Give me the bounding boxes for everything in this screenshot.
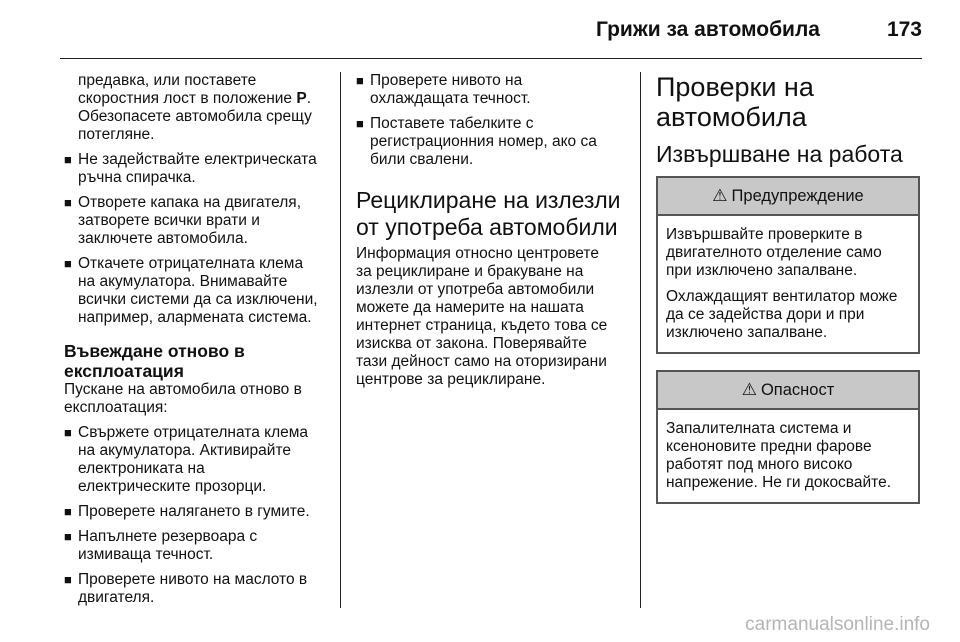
bullet-icon: ■	[64, 529, 72, 544]
list-item: ■ Не задействайте електрическата ръчна спирачка.	[64, 151, 317, 186]
bullet-list	[356, 72, 628, 169]
recommission-intro: Пускане на автомобила отново в експлоатация:	[64, 381, 302, 416]
list-item: ■ Проверете нивото на охлаждащата течност.	[356, 72, 531, 107]
page-number: 173	[886, 18, 922, 41]
danger-box-body: Запалителната система и ксеноновите предни фарове работят под много високо напрежение. Не ги докосвайте.	[666, 420, 891, 491]
bullet-icon: ■	[356, 116, 364, 131]
header-rule	[60, 58, 922, 59]
bullet-list	[64, 424, 326, 607]
subtitle-performing-work: Извършване на работа	[656, 141, 903, 167]
column-divider	[340, 72, 341, 608]
warning-label: Предупреждение	[731, 186, 864, 205]
danger-triangle-icon: ⚠	[741, 380, 757, 399]
danger-box-header	[658, 372, 918, 410]
danger-label: Опасност	[760, 380, 835, 399]
warning-box-body: Извършвайте проверките в двигателното отделение само при изключено запалване. Охлаждащият вентилатор може да се задейства дори и при изключено запалване.	[666, 226, 898, 341]
subheading-recommission: Въвеждане отново в експлоатация	[64, 341, 245, 381]
list-item: ■ Свържете отрицателната клема на акумулатора. Активирайте електрониката на електрическите прозорци.	[64, 424, 309, 495]
bullet-icon: ■	[64, 195, 72, 210]
bullet-icon: ■	[64, 425, 72, 440]
list-item: ■ Отворете капака на двигателя, затворете всички врати и заключете автомобила.	[64, 194, 302, 247]
bullet-icon: ■	[64, 504, 72, 519]
bullet-icon: ■	[356, 73, 364, 88]
list-item: ■ Напълнете резервоара с измиваща течност.	[64, 528, 258, 563]
warning-box-header	[658, 178, 918, 216]
recycling-paragraph: Информация относно центровете за рециклиране и бракуване на излезли от употреба автомобили можете да намерите на нашата интернет страница, където това се изисква от закона. Поверявайте тази дейност само на оторизирани центрове за рециклиране.	[356, 245, 608, 388]
bullet-icon: ■	[64, 256, 72, 271]
warning-box	[656, 176, 920, 354]
list-item: ■ Проверете нивото на маслото в двигателя.	[64, 571, 308, 606]
bullet-icon: ■	[64, 152, 72, 167]
watermark: carmanualsonline.info	[745, 614, 930, 635]
chapter-title: Проверки на автомобила	[656, 72, 814, 132]
column-middle	[356, 72, 628, 389]
bullet-list	[64, 151, 326, 327]
bullet-icon: ■	[64, 572, 72, 587]
warning-triangle-icon: ⚠	[712, 186, 728, 205]
column-divider	[640, 72, 641, 608]
column-left	[64, 72, 326, 607]
intro-paragraph: предавка, или поставете скоростния лост в положение P. Обезопасете автомобила срещу потегляне.	[78, 72, 312, 143]
column-right	[656, 72, 920, 520]
section-title-recycling: Рециклиране на излезли от употреба автомобили	[356, 187, 621, 240]
list-item: ■ Проверете налягането в гумите.	[64, 503, 310, 520]
running-header-title: Грижи за автомобила	[595, 18, 820, 41]
danger-box	[656, 370, 920, 504]
list-item: ■ Откачете отрицателната клема на акумулатора. Внимавайте всички системи да са изключени, например, алармената система.	[64, 255, 318, 326]
list-item: ■ Поставете табелките с регистрационния номер, ако са били свалени.	[356, 115, 597, 168]
